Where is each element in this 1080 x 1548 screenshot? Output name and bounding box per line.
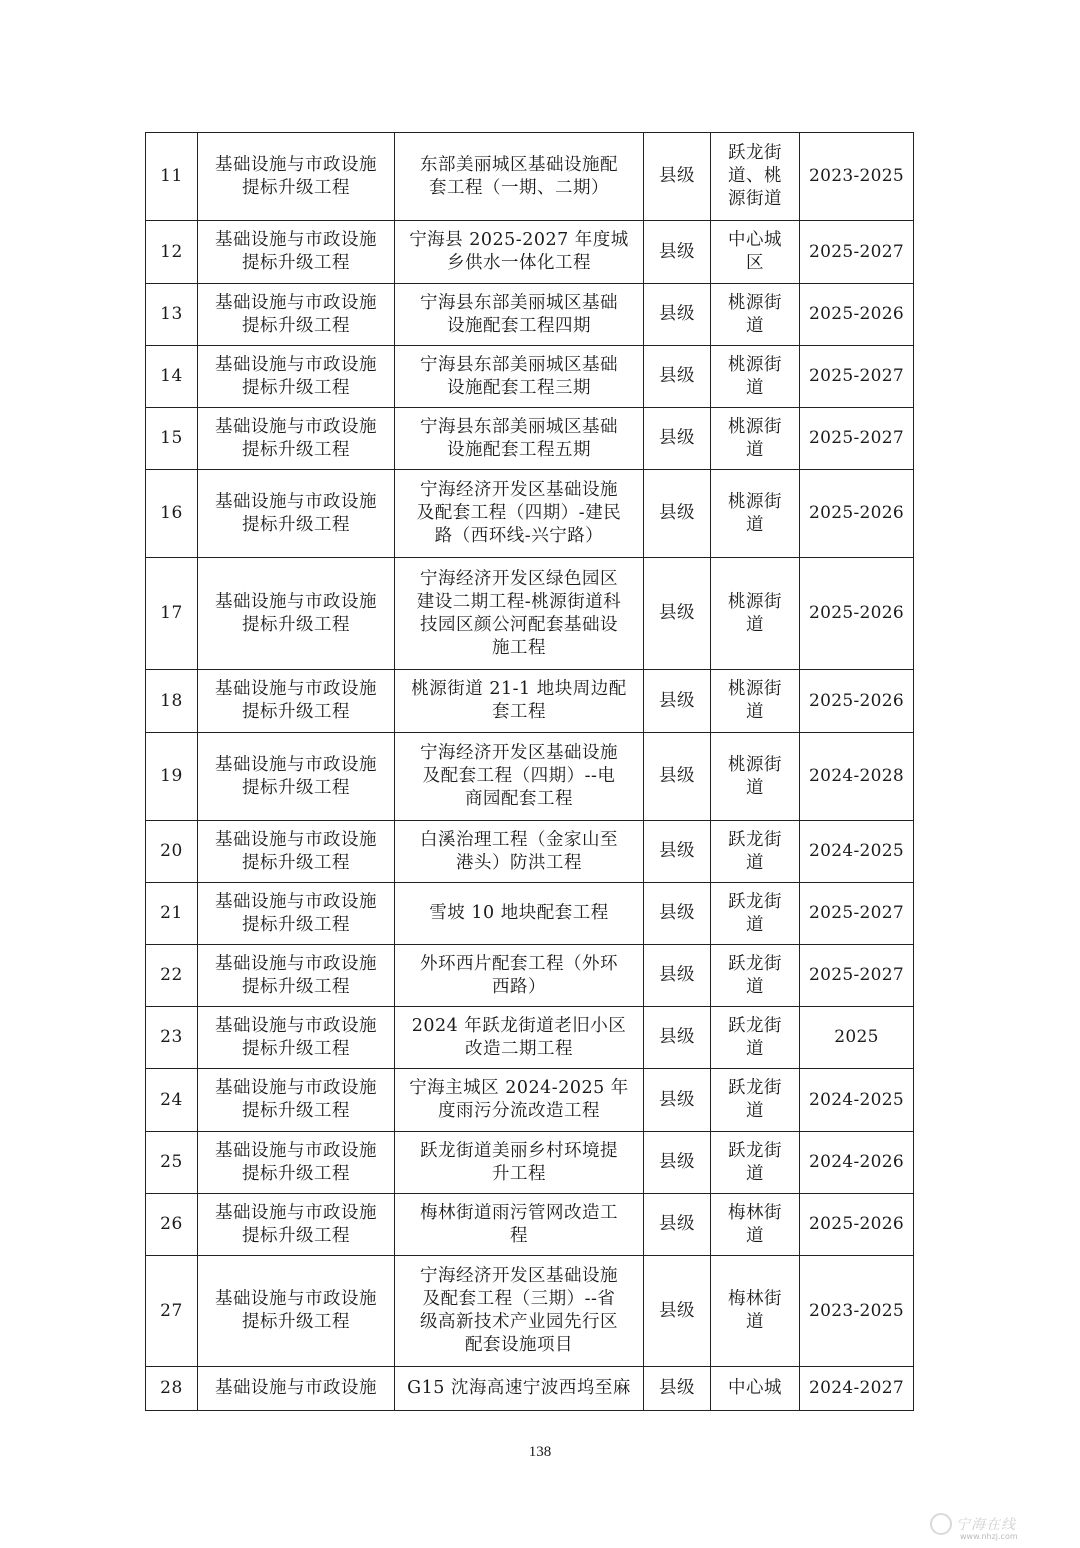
row-years: 2023-2025	[800, 133, 914, 221]
row-location: 桃源街 道	[711, 346, 800, 408]
row-number: 11	[146, 133, 198, 221]
row-level: 县级	[644, 346, 711, 408]
row-years: 2025-2027	[800, 408, 914, 470]
row-location: 跃龙街 道	[711, 821, 800, 883]
row-project-name: 宁海经济开发区基础设施 及配套工程（三期）--省 级高新技术产业园先行区 配套设施项目	[395, 1256, 644, 1367]
row-years: 2025-2027	[800, 221, 914, 284]
row-category: 基础设施与市政设施 提标升级工程	[198, 670, 395, 733]
row-project-name: 白溪治理工程（金家山至 港头）防洪工程	[395, 821, 644, 883]
row-category: 基础设施与市政设施 提标升级工程	[198, 408, 395, 470]
row-years: 2025	[800, 1007, 914, 1069]
table-row	[146, 408, 914, 470]
row-location: 跃龙街 道	[711, 1007, 800, 1069]
row-number: 15	[146, 408, 198, 470]
row-level: 县级	[644, 733, 711, 821]
row-category: 基础设施与市政设施 提标升级工程	[198, 133, 395, 221]
row-project-name: 宁海经济开发区基础设施 及配套工程（四期）-建民 路（西环线-兴宁路）	[395, 470, 644, 558]
row-years: 2024-2026	[800, 1132, 914, 1194]
row-category: 基础设施与市政设施 提标升级工程	[198, 346, 395, 408]
row-category: 基础设施与市政设施 提标升级工程	[198, 945, 395, 1007]
table-row	[146, 733, 914, 821]
row-years: 2025-2027	[800, 346, 914, 408]
row-years: 2024-2025	[800, 1069, 914, 1132]
row-location: 跃龙街 道、桃 源街道	[711, 133, 800, 221]
row-location: 桃源街 道	[711, 670, 800, 733]
table-row	[146, 284, 914, 346]
row-number: 16	[146, 470, 198, 558]
row-years: 2025-2026	[800, 558, 914, 670]
row-number: 14	[146, 346, 198, 408]
row-level: 县级	[644, 1367, 711, 1411]
row-location: 跃龙街 道	[711, 883, 800, 945]
row-years: 2025-2027	[800, 883, 914, 945]
row-level: 县级	[644, 1132, 711, 1194]
watermark-url: www.nhzj.com	[960, 1532, 1018, 1541]
row-project-name: 桃源街道 21-1 地块周边配 套工程	[395, 670, 644, 733]
row-location: 中心城 区	[711, 221, 800, 284]
table-row	[146, 1132, 914, 1194]
page-number: 138	[528, 1444, 552, 1460]
row-number: 25	[146, 1132, 198, 1194]
row-location: 跃龙街 道	[711, 1069, 800, 1132]
row-location: 桃源街 道	[711, 284, 800, 346]
row-location: 跃龙街 道	[711, 945, 800, 1007]
row-project-name: 宁海主城区 2024-2025 年 度雨污分流改造工程	[395, 1069, 644, 1132]
row-number: 18	[146, 670, 198, 733]
row-location: 桃源街 道	[711, 408, 800, 470]
row-number: 19	[146, 733, 198, 821]
row-level: 县级	[644, 670, 711, 733]
table-row	[146, 1256, 914, 1367]
row-level: 县级	[644, 221, 711, 284]
table-row	[146, 945, 914, 1007]
row-number: 13	[146, 284, 198, 346]
row-location: 梅林街 道	[711, 1194, 800, 1256]
row-years: 2025-2026	[800, 470, 914, 558]
row-number: 21	[146, 883, 198, 945]
row-number: 12	[146, 221, 198, 284]
table-row	[146, 1194, 914, 1256]
row-project-name: 跃龙街道美丽乡村环境提 升工程	[395, 1132, 644, 1194]
row-category: 基础设施与市政设施 提标升级工程	[198, 1194, 395, 1256]
watermark-logo-icon	[930, 1513, 952, 1535]
row-category: 基础设施与市政设施 提标升级工程	[198, 558, 395, 670]
row-level: 县级	[644, 1256, 711, 1367]
row-category: 基础设施与市政设施 提标升级工程	[198, 733, 395, 821]
row-project-name: G15 沈海高速宁波西坞至麻	[395, 1367, 644, 1411]
row-project-name: 宁海县 2025-2027 年度城 乡供水一体化工程	[395, 221, 644, 284]
row-location: 中心城	[711, 1367, 800, 1411]
row-level: 县级	[644, 1194, 711, 1256]
row-level: 县级	[644, 1007, 711, 1069]
row-project-name: 雪坡 10 地块配套工程	[395, 883, 644, 945]
row-number: 22	[146, 945, 198, 1007]
row-level: 县级	[644, 558, 711, 670]
table-row	[146, 470, 914, 558]
row-years: 2025-2027	[800, 945, 914, 1007]
row-number: 24	[146, 1069, 198, 1132]
row-category: 基础设施与市政设施 提标升级工程	[198, 1256, 395, 1367]
row-level: 县级	[644, 408, 711, 470]
row-location: 桃源街 道	[711, 733, 800, 821]
row-project-name: 东部美丽城区基础设施配 套工程（一期、二期）	[395, 133, 644, 221]
row-years: 2024-2028	[800, 733, 914, 821]
row-years: 2025-2026	[800, 670, 914, 733]
table-row	[146, 133, 914, 221]
row-level: 县级	[644, 284, 711, 346]
row-number: 27	[146, 1256, 198, 1367]
table-row	[146, 346, 914, 408]
row-project-name: 宁海经济开发区基础设施 及配套工程（四期）--电 商园配套工程	[395, 733, 644, 821]
row-project-name: 宁海经济开发区绿色园区 建设二期工程-桃源街道科 技园区颜公河配套基础设 施工程	[395, 558, 644, 670]
table-body	[146, 133, 914, 1411]
row-years: 2024-2025	[800, 821, 914, 883]
row-level: 县级	[644, 945, 711, 1007]
row-category: 基础设施与市政设施 提标升级工程	[198, 821, 395, 883]
row-category: 基础设施与市政设施 提标升级工程	[198, 1132, 395, 1194]
row-project-name: 宁海县东部美丽城区基础 设施配套工程四期	[395, 284, 644, 346]
row-number: 28	[146, 1367, 198, 1411]
table-row	[146, 1007, 914, 1069]
row-location: 桃源街 道	[711, 470, 800, 558]
row-level: 县级	[644, 1069, 711, 1132]
table-row	[146, 221, 914, 284]
row-number: 17	[146, 558, 198, 670]
row-level: 县级	[644, 133, 711, 221]
row-location: 梅林街 道	[711, 1256, 800, 1367]
table-row	[146, 1069, 914, 1132]
row-years: 2025-2026	[800, 284, 914, 346]
row-number: 20	[146, 821, 198, 883]
row-category: 基础设施与市政设施 提标升级工程	[198, 1069, 395, 1132]
row-category: 基础设施与市政设施	[198, 1367, 395, 1411]
row-years: 2024-2027	[800, 1367, 914, 1411]
row-years: 2025-2026	[800, 1194, 914, 1256]
row-category: 基础设施与市政设施 提标升级工程	[198, 284, 395, 346]
row-project-name: 梅林街道雨污管网改造工 程	[395, 1194, 644, 1256]
row-project-name: 2024 年跃龙街道老旧小区 改造二期工程	[395, 1007, 644, 1069]
table-row	[146, 670, 914, 733]
row-location: 跃龙街 道	[711, 1132, 800, 1194]
row-category: 基础设施与市政设施 提标升级工程	[198, 470, 395, 558]
table-row	[146, 883, 914, 945]
row-level: 县级	[644, 821, 711, 883]
table-row	[146, 1367, 914, 1411]
row-category: 基础设施与市政设施 提标升级工程	[198, 221, 395, 284]
row-category: 基础设施与市政设施 提标升级工程	[198, 883, 395, 945]
row-level: 县级	[644, 883, 711, 945]
row-project-name: 外环西片配套工程（外环 西路）	[395, 945, 644, 1007]
row-category: 基础设施与市政设施 提标升级工程	[198, 1007, 395, 1069]
watermark-text: 宁海在线	[956, 1517, 1016, 1533]
table-row	[146, 821, 914, 883]
table-row	[146, 558, 914, 670]
row-number: 23	[146, 1007, 198, 1069]
row-level: 县级	[644, 470, 711, 558]
row-project-name: 宁海县东部美丽城区基础 设施配套工程五期	[395, 408, 644, 470]
project-table	[145, 132, 914, 1411]
row-number: 26	[146, 1194, 198, 1256]
row-location: 桃源街 道	[711, 558, 800, 670]
row-project-name: 宁海县东部美丽城区基础 设施配套工程三期	[395, 346, 644, 408]
row-years: 2023-2025	[800, 1256, 914, 1367]
